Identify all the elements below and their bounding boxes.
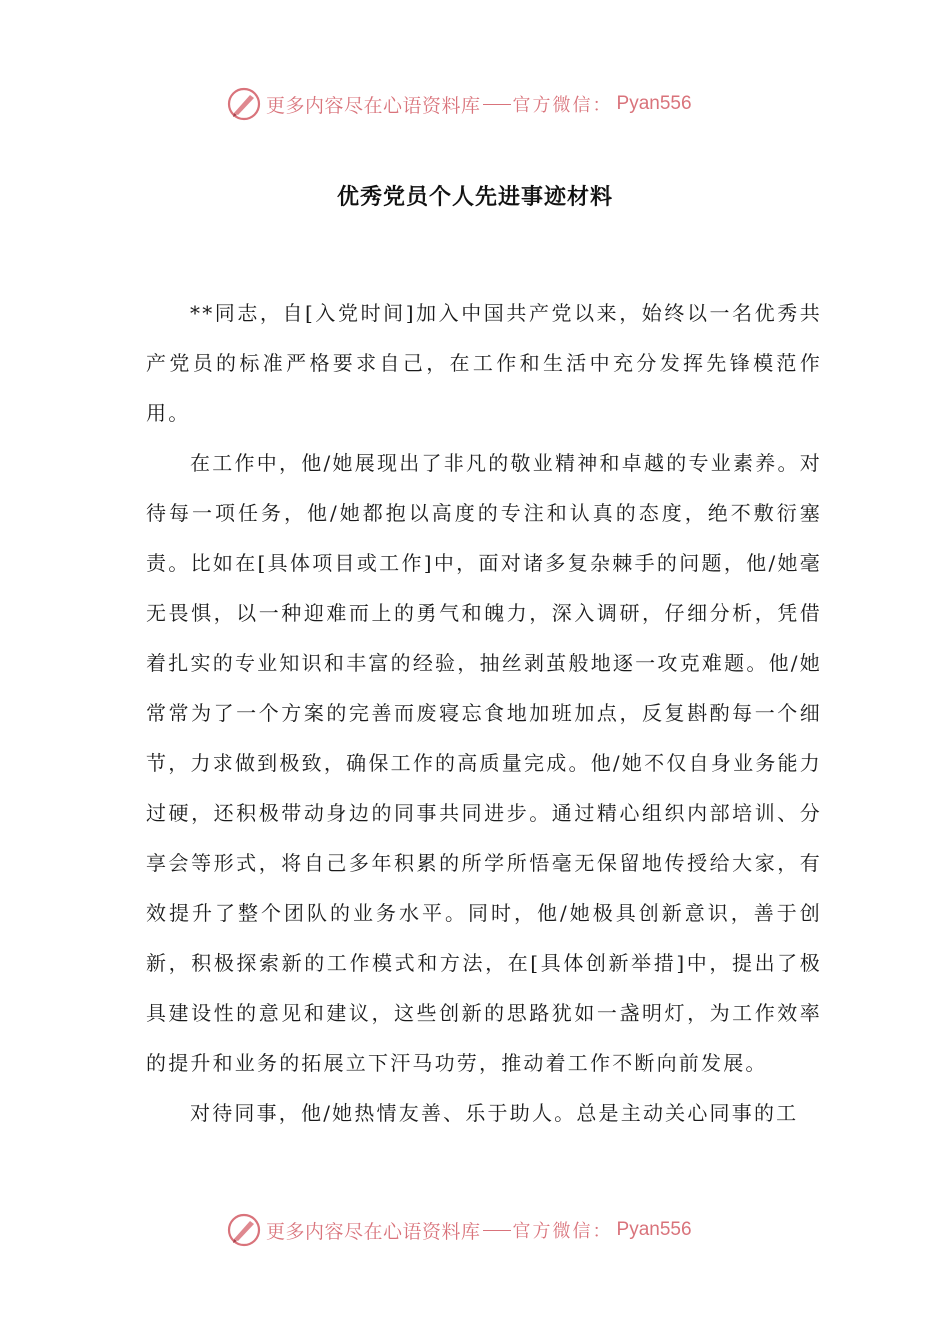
paragraph-colleagues: 对待同事，他/她热情友善、乐于助人。总是主动关心同事的工	[190, 1101, 799, 1125]
banner-dash	[483, 104, 511, 105]
pen-logo-icon	[226, 86, 262, 122]
document-body	[146, 288, 822, 1138]
header-banner	[226, 84, 746, 124]
pen-logo-icon	[226, 1212, 262, 1248]
banner-brand: 更多内容尽在心语资料库	[266, 1220, 481, 1243]
document-title: 优秀党员个人先进事迹材料	[336, 185, 613, 210]
banner-wechat-id: Pyan556	[616, 1219, 692, 1240]
banner-wechat-id: Pyan556	[616, 93, 692, 114]
banner-wechat-label: 官方微信：	[512, 95, 613, 116]
paragraph-work: 在工作中，他/她展现出了非凡的敬业精神和卓越的专业素养。对待每一项任务，他/她都抱以高度的专注和认真的态度，绝不敷衍塞责。比如在[具体项目或工作]中，面对诸多复杂棘手的问题，他/她毫无畏惧，以一种迎难而上的勇气和魄力，深入调研，仔细分析，凭借着扎实的专业知识和丰富的经验，抽丝剥茧般地逐一攻克难题。他/她常常为了一个方案的完善而废寝忘食地加班加点，反复斟酌每一个细节，力求做到极致，确保工作的高质量完成。他/她不仅自身业务能力过硬，还积极带动身边的同事共同进步。通过精心组织内部培训、分享会等形式，将自己多年积累的所学所悟毫无保留地传授给大家，有效提升了整个团队的业务水平。同时，他/她极具创新意识，善于创新，积极探索新的工作模式和方法，在[具体创新举措]中，提出了极具建设性的意见和建议，这些创新的思路犹如一盏明灯，为工作效率的提升和业务的拓展立下汗马功劳，推动着工作不断向前发展。	[146, 451, 822, 1075]
banner-wechat-label: 官方微信：	[512, 1221, 613, 1242]
banner-dash	[483, 1230, 511, 1231]
footer-banner	[226, 1210, 746, 1250]
paragraph-intro: **同志，自[入党时间]加入中国共产党以来，始终以一名优秀共产党员的标准严格要求自己，在工作和生活中充分发挥先锋模范作用。	[146, 301, 822, 425]
banner-brand: 更多内容尽在心语资料库	[266, 94, 481, 117]
